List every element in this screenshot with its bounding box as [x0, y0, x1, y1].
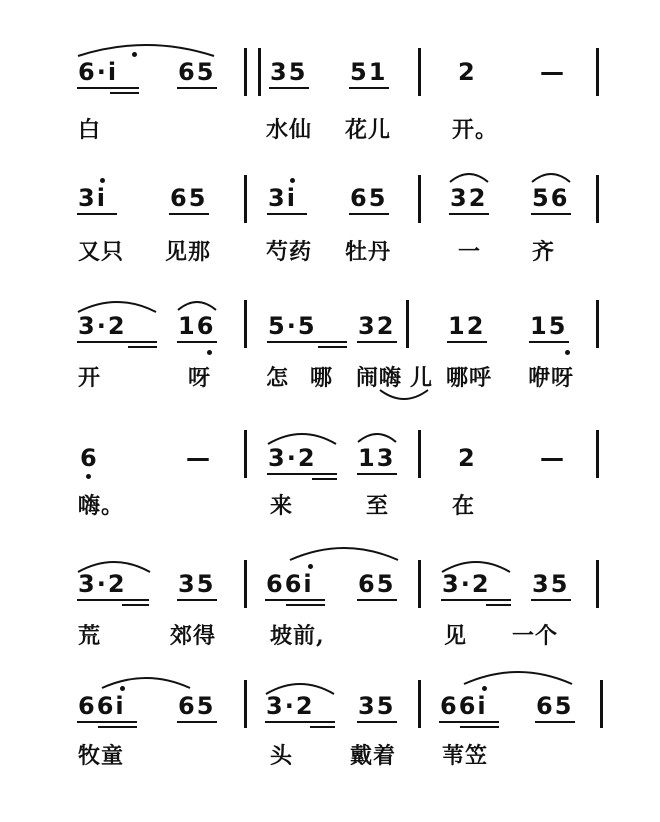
- lyric: 花儿: [345, 117, 392, 143]
- notation-group: 35: [270, 58, 308, 86]
- underline: [529, 341, 569, 343]
- underline: [449, 213, 489, 215]
- underline: [357, 599, 397, 601]
- barline: [244, 175, 247, 223]
- underline: [486, 604, 511, 606]
- slur: [288, 542, 400, 562]
- lyric: 怎: [266, 365, 290, 391]
- barline: [596, 300, 599, 348]
- lyric: 见那: [165, 239, 212, 265]
- underline: [267, 341, 347, 343]
- barline: [244, 430, 247, 478]
- lyric: 开: [78, 365, 102, 391]
- underline: [531, 599, 571, 601]
- underline: [267, 213, 307, 215]
- barline: [596, 48, 599, 96]
- notation-group: 3i: [78, 184, 107, 212]
- barline: [596, 560, 599, 608]
- notation-group: 5·5: [268, 312, 317, 340]
- barline: [244, 300, 247, 348]
- lyric: 嗨。: [78, 493, 125, 519]
- notation-group: 3·2: [78, 570, 127, 598]
- notation-group: 66i: [266, 570, 314, 598]
- underline: [177, 341, 217, 343]
- notation-group: 56: [532, 184, 570, 212]
- slur: [448, 170, 490, 184]
- notation-group: 65: [178, 692, 216, 720]
- notation-group: 3·2: [266, 692, 315, 720]
- lyric: 郊得: [170, 623, 217, 649]
- barline: [258, 48, 261, 96]
- slur: [356, 430, 398, 444]
- underline: [535, 721, 575, 723]
- slur: [176, 298, 218, 312]
- underline: [357, 473, 397, 475]
- barline: [596, 175, 599, 223]
- lyric: 芍药: [266, 239, 313, 265]
- low-octave-dot: [86, 474, 91, 479]
- barline: [600, 680, 603, 728]
- lyric: 戴着: [350, 743, 397, 769]
- high-octave-dot: [482, 686, 487, 691]
- barline: [418, 175, 421, 223]
- high-octave-dot: [100, 178, 105, 183]
- lyric: 齐: [532, 239, 556, 265]
- barline: [244, 560, 247, 608]
- barline: [418, 48, 421, 96]
- lyric: 苇笠: [442, 743, 489, 769]
- barline: [244, 48, 247, 96]
- lyric: 闹嗨: [356, 365, 403, 391]
- underline: [77, 721, 137, 723]
- underline: [77, 599, 149, 601]
- lyric: 开。: [452, 117, 499, 143]
- notation-group: 65: [170, 184, 208, 212]
- notation-group: 3i: [268, 184, 297, 212]
- high-octave-dot: [132, 52, 137, 57]
- barline: [406, 300, 409, 348]
- underline: [447, 341, 487, 343]
- barline: [418, 680, 421, 728]
- lyric: 牧童: [78, 743, 125, 769]
- underline: [269, 87, 309, 89]
- barline: [244, 680, 247, 728]
- notation-group: 32: [450, 184, 488, 212]
- lyric: 白: [78, 117, 102, 143]
- lyric: 呀: [188, 365, 212, 391]
- lyric: 坡前,: [270, 623, 325, 649]
- high-octave-dot: [120, 686, 125, 691]
- underline: [98, 726, 137, 728]
- lyric: 哪呼: [446, 365, 493, 391]
- notation-group: 12: [448, 312, 486, 340]
- notation-group: 15: [530, 312, 568, 340]
- underline: [357, 721, 397, 723]
- notation-group: —: [540, 444, 566, 472]
- barline: [596, 430, 599, 478]
- lyric: 水仙: [266, 117, 313, 143]
- high-octave-dot: [290, 178, 295, 183]
- lyric: 一: [458, 239, 482, 265]
- slur: [100, 672, 192, 690]
- barline: [418, 560, 421, 608]
- notation-group: 66i: [78, 692, 126, 720]
- lyric: 又只: [78, 239, 125, 265]
- low-octave-dot: [565, 350, 570, 355]
- notation-group: 65: [350, 184, 388, 212]
- underline: [77, 87, 139, 89]
- low-octave-dot: [207, 350, 212, 355]
- notation-group: 6: [80, 444, 99, 472]
- underline: [177, 721, 217, 723]
- notation-group: 2: [458, 58, 477, 86]
- notation-group: 65: [536, 692, 574, 720]
- underline: [357, 341, 397, 343]
- underline: [460, 726, 499, 728]
- lyric-tie: [378, 388, 430, 404]
- underline: [77, 213, 117, 215]
- underline: [128, 346, 157, 348]
- underline: [177, 599, 217, 601]
- notation-group: 6·i: [78, 58, 119, 86]
- slur: [462, 666, 574, 686]
- lyric: 一个: [512, 623, 559, 649]
- notation-group: 32: [358, 312, 396, 340]
- underline: [77, 341, 157, 343]
- notation-group: 65: [178, 58, 216, 86]
- underline: [349, 87, 389, 89]
- underline: [439, 721, 499, 723]
- lyric: 牡丹: [345, 239, 392, 265]
- underline: [441, 599, 511, 601]
- underline: [310, 726, 335, 728]
- notation-group: 3·2: [268, 444, 317, 472]
- high-octave-dot: [308, 564, 313, 569]
- lyric: 哪: [310, 365, 334, 391]
- notation-group: —: [186, 444, 212, 472]
- notation-group: 3·2: [78, 312, 127, 340]
- underline: [318, 346, 347, 348]
- underline: [531, 213, 571, 215]
- notation-group: 66i: [440, 692, 488, 720]
- notation-group: 51: [350, 58, 388, 86]
- notation-group: 35: [358, 692, 396, 720]
- underline: [267, 473, 337, 475]
- lyric: 荒: [78, 623, 102, 649]
- notation-group: 13: [358, 444, 396, 472]
- notation-group: —: [540, 58, 566, 86]
- slur: [530, 170, 572, 184]
- underline: [110, 92, 139, 94]
- notation-group: 3·2: [442, 570, 491, 598]
- notation-group: 2: [458, 444, 477, 472]
- lyric: 见: [444, 623, 468, 649]
- underline: [177, 87, 217, 89]
- lyric: 咿呀: [528, 365, 575, 391]
- slur: [76, 38, 216, 58]
- underline: [169, 213, 209, 215]
- notation-group: 65: [358, 570, 396, 598]
- lyric: 来: [270, 493, 294, 519]
- underline: [265, 599, 325, 601]
- underline: [122, 604, 149, 606]
- lyric: 儿: [410, 365, 434, 391]
- underline: [349, 213, 389, 215]
- lyric: 头: [270, 743, 294, 769]
- underline: [265, 721, 335, 723]
- underline: [312, 478, 337, 480]
- notation-group: 35: [532, 570, 570, 598]
- lyric: 在: [452, 493, 476, 519]
- barline: [418, 430, 421, 478]
- notation-group: 35: [178, 570, 216, 598]
- notation-group: 16: [178, 312, 216, 340]
- lyric: 至: [366, 493, 390, 519]
- underline: [286, 604, 325, 606]
